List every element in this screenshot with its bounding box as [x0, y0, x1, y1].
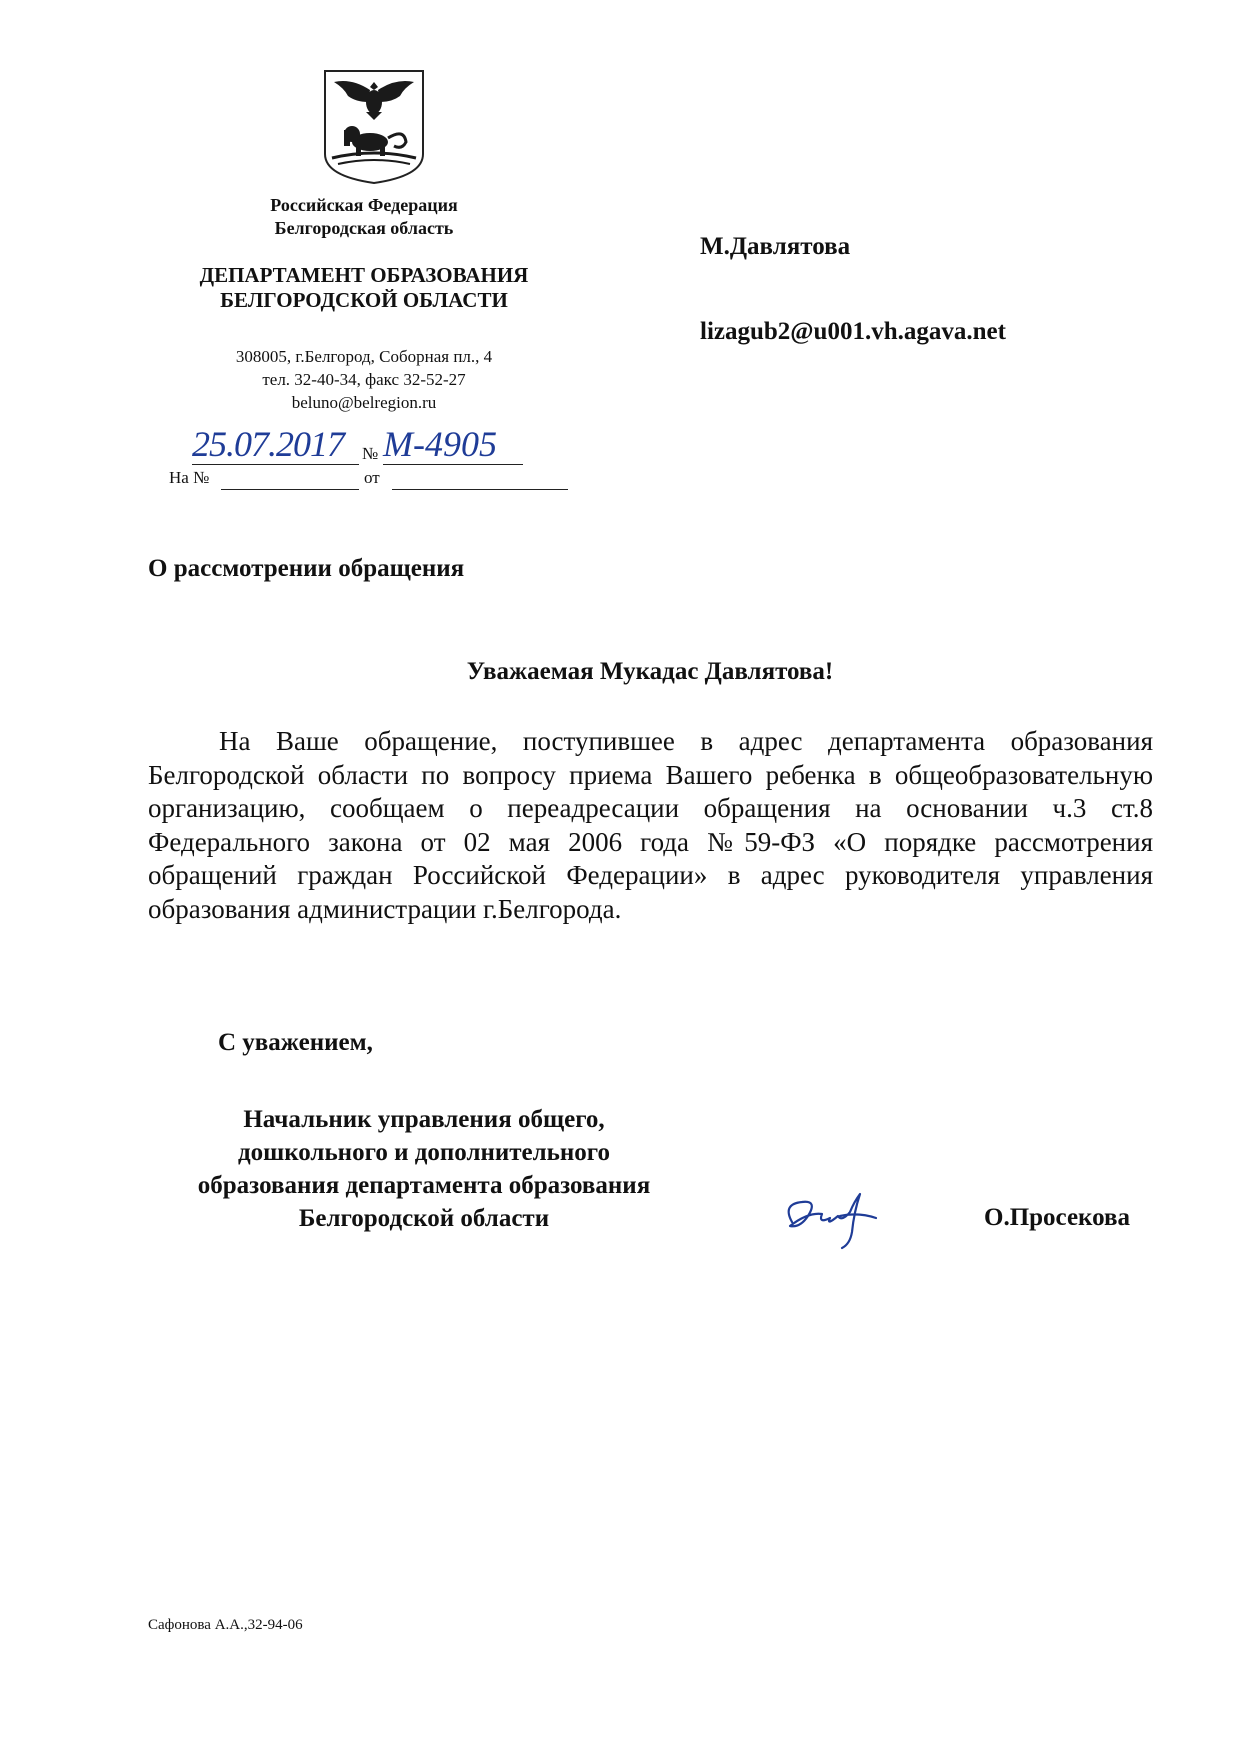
position-line-2: дошкольного и дополнительного: [237, 1139, 611, 1166]
reference-date-blank: [392, 489, 568, 490]
reference-date-label: от: [364, 468, 380, 487]
executor-contact: Сафонова А.А.,32-94-06: [148, 1617, 303, 1633]
letterhead-region-line: Белгородская область: [274, 218, 454, 238]
letterhead-country: [186, 194, 542, 240]
registration-number-underline: [383, 464, 523, 465]
position-line-4: Белгородской области: [298, 1205, 550, 1232]
coat-of-arms-emblem: [322, 68, 426, 186]
letterhead-email: beluno@belregion.ru: [291, 393, 437, 412]
letterhead-department: [150, 263, 578, 313]
reference-number-label: На №: [169, 468, 210, 487]
recipient-name: М.Давлятова: [700, 233, 851, 260]
recipient-email: lizagub2@u001.vh.agava.net: [700, 318, 1006, 345]
registration-number-label: №: [362, 444, 379, 463]
registration-date-handwritten: 25.07.2017: [192, 424, 344, 464]
letterhead-country-line: Российская Федерация: [270, 195, 458, 215]
position-line-1: Начальник управления общего,: [243, 1106, 605, 1133]
letter-subject: О рассмотрении обращения: [148, 555, 465, 582]
handwritten-signature: [778, 1182, 882, 1252]
letterhead-contacts: [150, 345, 578, 414]
letter-body: На Ваше обращение, поступившее в адрес департамента образования Белгородской области по вопросу приема Вашего ребенка в общеобразовательную организацию, сообщаем о переадресации обращения на основании ч.3 ст.8 Федерального закона от 02 мая 2006 года №59-ФЗ «О порядке рассмотрения обращений граждан Российской Федерации» в адрес руководителя управления образования администрации г.Белгорода.: [148, 726, 1153, 924]
closing-regards: С уважением,: [218, 1029, 373, 1056]
letterhead-address: 308005, г.Белгород, Соборная пл., 4: [235, 347, 493, 366]
letterhead-phone: тел. 32-40-34, факс 32-52-27: [262, 370, 466, 389]
department-line-1: ДЕПАРТАМЕНТ ОБРАЗОВАНИЯ: [199, 263, 529, 287]
letter-greeting: Уважаемая Мукадас Давлятова!: [466, 658, 834, 685]
signer-position: [148, 1103, 700, 1235]
registration-date-underline: [192, 464, 359, 465]
position-line-3: образования департамента образования: [197, 1172, 651, 1199]
signer-name: О.Просекова: [984, 1204, 1130, 1231]
reference-number-blank: [221, 489, 359, 490]
department-line-2: БЕЛГОРОДСКОЙ ОБЛАСТИ: [220, 288, 508, 312]
registration-number-handwritten: М-4905: [383, 424, 497, 464]
